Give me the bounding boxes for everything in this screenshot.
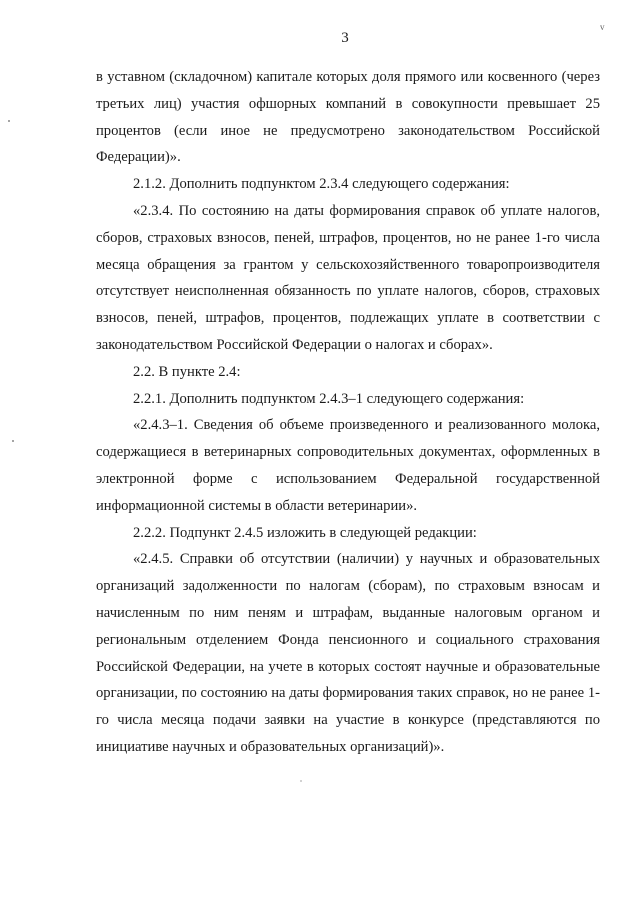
paragraph-2-2-2: 2.2.2. Подпункт 2.4.5 изложить в следующей редакции: xyxy=(133,524,477,541)
paragraph-2-3-4: «2.3.4. По состоянию на даты формирования справок об уплате налогов, сборов, страховых взносов, пеней, штрафов, процентов, но не ранее 1-го числа месяца обращения за грантом у сельскохозяйственного товаропроизводителя отсутствует неисполненная обязанность по уплате налогов, сборов, страховых взносов, пеней, штрафов, процентов, подлежащих уплате в соответствии с законодательством Российской Федерации о налогах и сборах». xyxy=(96,202,600,353)
paragraph-2-1-2: 2.1.2. Дополнить подпунктом 2.3.4 следующего содержания: xyxy=(133,176,510,193)
paragraph-continuation: в уставном (складочном) капитале которых доля прямого или косвенного (через третьих лиц) участия офшорных компаний в совокупности превышает 25 процентов (если иное не предусмотрено законодательством Российской Федерации)». xyxy=(96,69,600,166)
paragraph-2-4-3-1: «2.4.3–1. Сведения об объеме произведенного и реализованного молока, содержащиеся в ветеринарных сопроводительных документах, оформленных в электронной форме с использованием Федеральной государственной информационной системы в области ветеринарии». xyxy=(96,417,600,514)
page-number: 3 xyxy=(341,30,349,46)
paragraph-2-4-5: «2.4.5. Справки об отсутствии (наличии) у научных и образовательных организаций задолженности по налогам (сборам), по страховым взносам и начисленным по ним пеням и штрафам, выданные налоговым органом и региональным отделением Фонда пенсионного и социального страхования Российской Федерации, на учете в которых состоят научные и образовательные организации, по состоянию на даты формирования таких справок, но не ранее 1-го числа месяца подачи заявки на участие в конкурсе (представляются по инициативе научных и образовательных организаций)». xyxy=(96,551,600,755)
scan-speck xyxy=(8,120,10,122)
scan-speck xyxy=(300,780,302,782)
document-body xyxy=(96,64,600,761)
scan-speck xyxy=(12,440,14,442)
paragraph-2-2: 2.2. В пункте 2.4: xyxy=(133,363,241,380)
corner-mark: v xyxy=(600,22,605,32)
paragraph-2-2-1: 2.2.1. Дополнить подпунктом 2.4.3–1 следующего содержания: xyxy=(133,390,525,407)
